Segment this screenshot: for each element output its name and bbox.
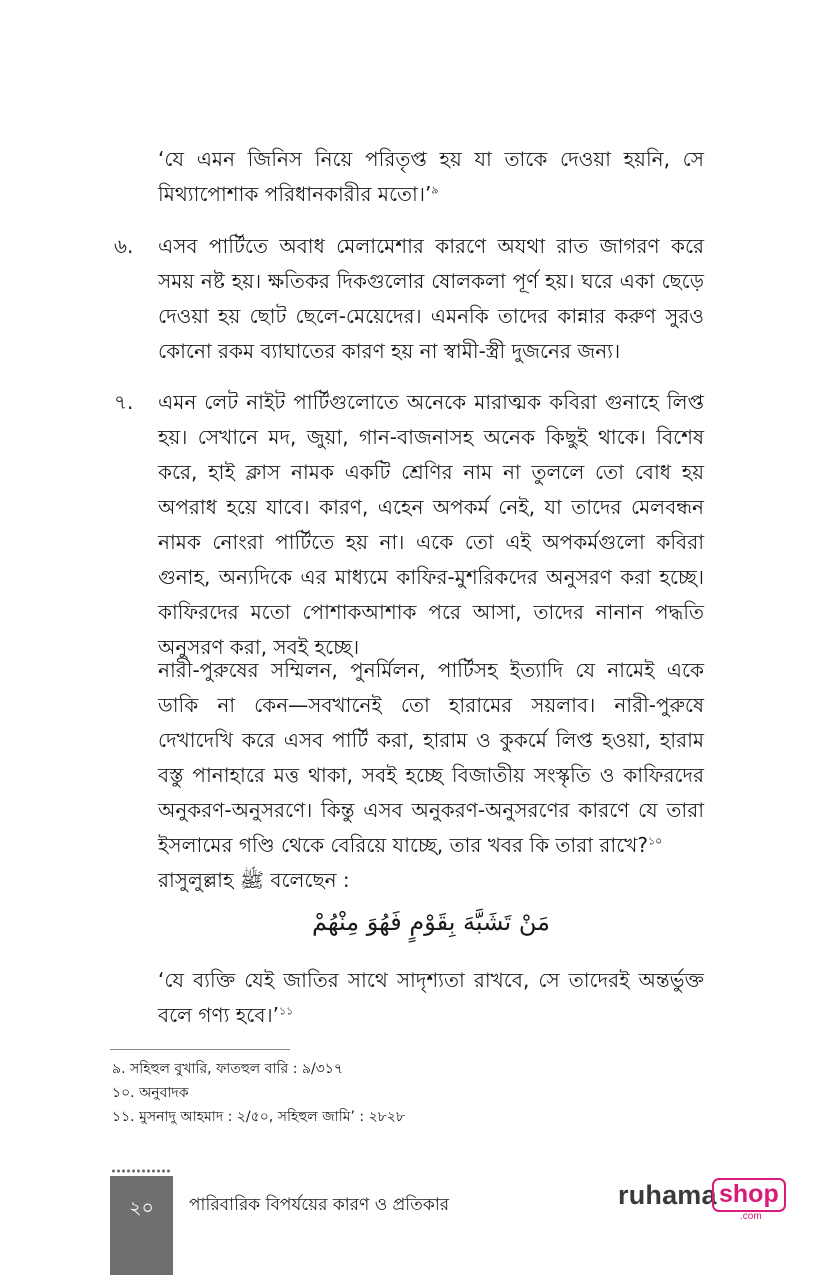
logo-main-text: ruhama bbox=[618, 1180, 717, 1210]
quote-paragraph-2 bbox=[158, 963, 704, 1033]
footnote-10: ১০. অনুবাদক bbox=[112, 1085, 189, 1101]
footnote-ref: ১১ bbox=[278, 1004, 294, 1018]
footer-dots bbox=[111, 1169, 171, 1173]
list-number-7: ৭. bbox=[114, 390, 134, 414]
arabic-hadith: مَنْ تَشَبَّهَ بِقَوْمٍ فَهُوَ مِنْهُمْ bbox=[312, 908, 550, 936]
page-number: ২০ bbox=[129, 1197, 154, 1219]
quote-text: ‘যে ব্যক্তি যেই জাতির সাথে সাদৃশ্যতা রাখবে, সে তাদেরই অন্তর্ভুক্ত বলে গণ্য হবে।’ bbox=[158, 968, 704, 1027]
list-number-6: ৬. bbox=[114, 234, 134, 258]
logo-domain: .com bbox=[740, 1211, 762, 1222]
quote-text: ‘যে এমন জিনিস নিয়ে পরিতৃপ্ত হয় যা তাকে দেওয়া হয়নি, সে মিথ্যাপোশাক পরিধানকারীর মতো।’ bbox=[158, 147, 704, 206]
footnote-ref: ৯ bbox=[431, 183, 439, 197]
list-item-6: এসব পার্টিতে অবাধ মেলামেশার কারণে অযথা রাত জাগরণ করে সময় নষ্ট হয়। ক্ষতিকর দিকগুলোর ষোলকলা পূর্ণ হয়। ঘরে একা ছেড়ে দেওয়া হয় ছোট ছেলে-মেয়েদের। এমনকি তাদের কান্নার করুণ সুরও কোনো রকম ব্যাঘাতের কারণ হয় না স্বামী-স্ত্রী দুজনের জন্য। bbox=[158, 234, 704, 363]
ruhama-shop-logo bbox=[618, 1176, 778, 1220]
footnote-divider bbox=[110, 1049, 290, 1050]
body-paragraph bbox=[158, 653, 704, 898]
footnote-ref: ১০ bbox=[647, 834, 663, 848]
list-item-7: এমন লেট নাইট পার্টিগুলোতে অনেকে মারাত্মক কবিরা গুনাহে লিপ্ত হয়। সেখানে মদ, জুয়া, গান-বাজনাসহ অনেক কিছুই থাকে। বিশেষ করে, হাই ক্লাস নামক একটি শ্রেণির নাম না তুললে তো বোধ হয় অপরাধ হয়ে যাবে। কারণ, এহেন অপকর্ম নেই, যা তাদের মেলবন্ধন নামক নোংরা পার্টিতে হয় না। একে তো এই অপকর্মগুলো কবিরা গুনাহ, অন্যদিকে এর মাধ্যমে কাফির-মুশরিকদের অনুসরণ করা হচ্ছে। কাফিরদের মতো পোশাকআশাক পরে আসা, তাদের নানান পদ্ধতি অনুসরণ করা, সবই হচ্ছে। bbox=[158, 390, 704, 659]
footnote-9: ৯. সহিহুল বুখারি, ফাতহুল বারি : ৯/৩১৭ bbox=[112, 1061, 343, 1077]
footnote-11: ১১. মুসনাদু আহমাদ : ২/৫০, সহিহুল জামি’ : ২৮২৮ bbox=[112, 1109, 405, 1125]
paragraph-text: নারী-পুরুষের সম্মিলন, পুনর্মিলন, পার্টিসহ ইত্যাদি যে নামেই একে ডাকি না কেন—সবখানেই তো হারামের সয়লাব। নারী-পুরুষে দেখাদেখি করে এসব পার্টি করা, হারাম ও কুকর্মে লিপ্ত হওয়া, হারাম বস্তু পানাহারে মত্ত থাকা, সবই হচ্ছে বিজাতীয় সংস্কৃতি ও কাফিরদের অনুকরণ-অনুসরণে। কিন্তু এসব অনুকরণ-অনুসরণের কারণে যে তারা ইসলামের গণ্ডি থেকে বেরিয়ে যাচ্ছে, তার খবর কি তারা রাখে? bbox=[158, 658, 704, 857]
quote-paragraph bbox=[158, 142, 704, 212]
page-number-box bbox=[110, 1176, 173, 1275]
logo-shop-badge: shop bbox=[712, 1178, 786, 1212]
book-title: পারিবারিক বিপর্যয়ের কারণ ও প্রতিকার bbox=[189, 1195, 450, 1215]
hadith-intro: রাসুলুল্লাহ ﷺ বলেছেন : bbox=[158, 868, 350, 892]
